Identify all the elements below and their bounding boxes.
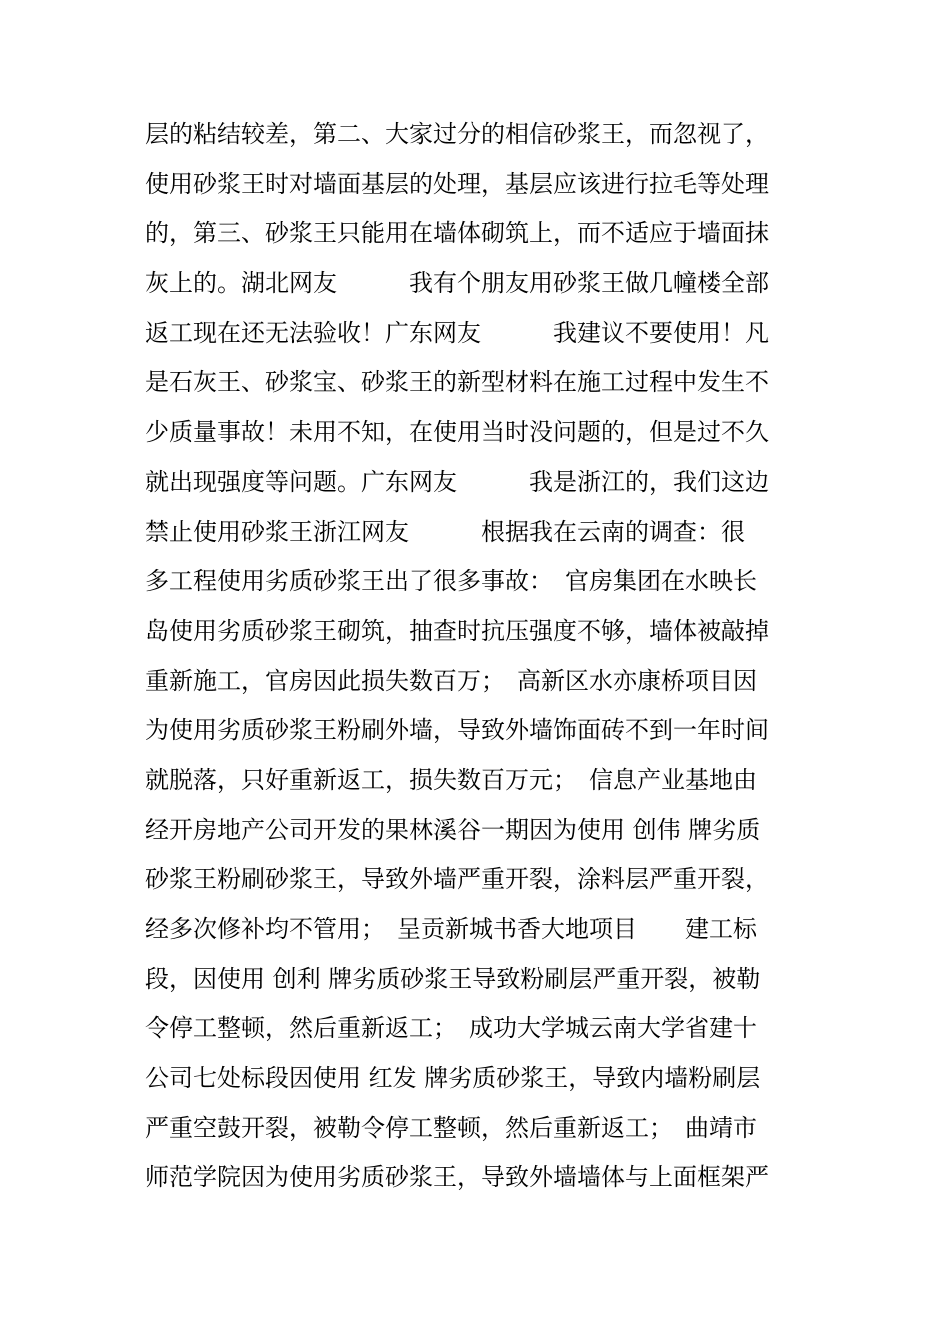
text-line: 就出现强度等问题。广东网友 我是浙江的，我们这边 bbox=[145, 467, 769, 496]
text-line: 禁止使用砂浆王浙江网友 根据我在云南的调查：很 bbox=[145, 517, 745, 546]
text-line: 灰上的。湖北网友 我有个朋友用砂浆王做几幢楼全部 bbox=[145, 269, 769, 298]
text-line: 公司七处标段因使用 红发 牌劣质砂浆王，导致内墙粉刷层 bbox=[145, 1064, 761, 1093]
text-line: 多工程使用劣质砂浆王出了很多事故： 官房集团在水映长 bbox=[145, 567, 757, 596]
text-line: 少质量事故！未用不知，在使用当时没问题的，但是过不久 bbox=[145, 418, 769, 447]
text-line: 段，因使用 创利 牌劣质砂浆王导致粉刷层严重开裂，被勒 bbox=[145, 964, 761, 993]
text-line: 岛使用劣质砂浆王砌筑，抽查时抗压强度不够，墙体被敲掉 bbox=[145, 616, 769, 645]
text-line: 返工现在还无法验收！广东网友 我建议不要使用！凡 bbox=[145, 318, 769, 347]
text-line: 就脱落，只好重新返工，损失数百万元； 信息产业基地由 bbox=[145, 765, 757, 794]
body-text bbox=[145, 110, 825, 1203]
text-line: 砂浆王粉刷砂浆王，导致外墙严重开裂，涂料层严重开裂， bbox=[145, 865, 769, 894]
text-line: 的，第三、砂浆王只能用在墙体砌筑上，而不适应于墙面抹 bbox=[145, 219, 769, 248]
text-line: 严重空鼓开裂，被勒令停工整顿，然后重新返工； 曲靖市 bbox=[145, 1113, 757, 1142]
text-line: 使用砂浆王时对墙面基层的处理，基层应该进行拉毛等处理 bbox=[145, 169, 769, 198]
text-line: 是石灰王、砂浆宝、砂浆王的新型材料在施工过程中发生不 bbox=[145, 368, 769, 397]
text-line: 经开房地产公司开发的果林溪谷一期因为使用 创伟 牌劣质 bbox=[145, 815, 761, 844]
text-line: 令停工整顿，然后重新返工； 成功大学城云南大学省建十 bbox=[145, 1014, 757, 1043]
text-line: 为使用劣质砂浆王粉刷外墙，导致外墙饰面砖不到一年时间 bbox=[145, 716, 769, 745]
text-line: 师范学院因为使用劣质砂浆王，导致外墙墙体与上面框架严 bbox=[145, 1163, 769, 1192]
text-line: 经多次修补均不管用； 呈贡新城书香大地项目 建工标 bbox=[145, 915, 757, 943]
text-line: 层的粘结较差，第二、大家过分的相信砂浆王，而忽视了， bbox=[145, 120, 769, 148]
text-line: 重新施工，官房因此损失数百万； 高新区水亦康桥项目因 bbox=[145, 666, 757, 695]
